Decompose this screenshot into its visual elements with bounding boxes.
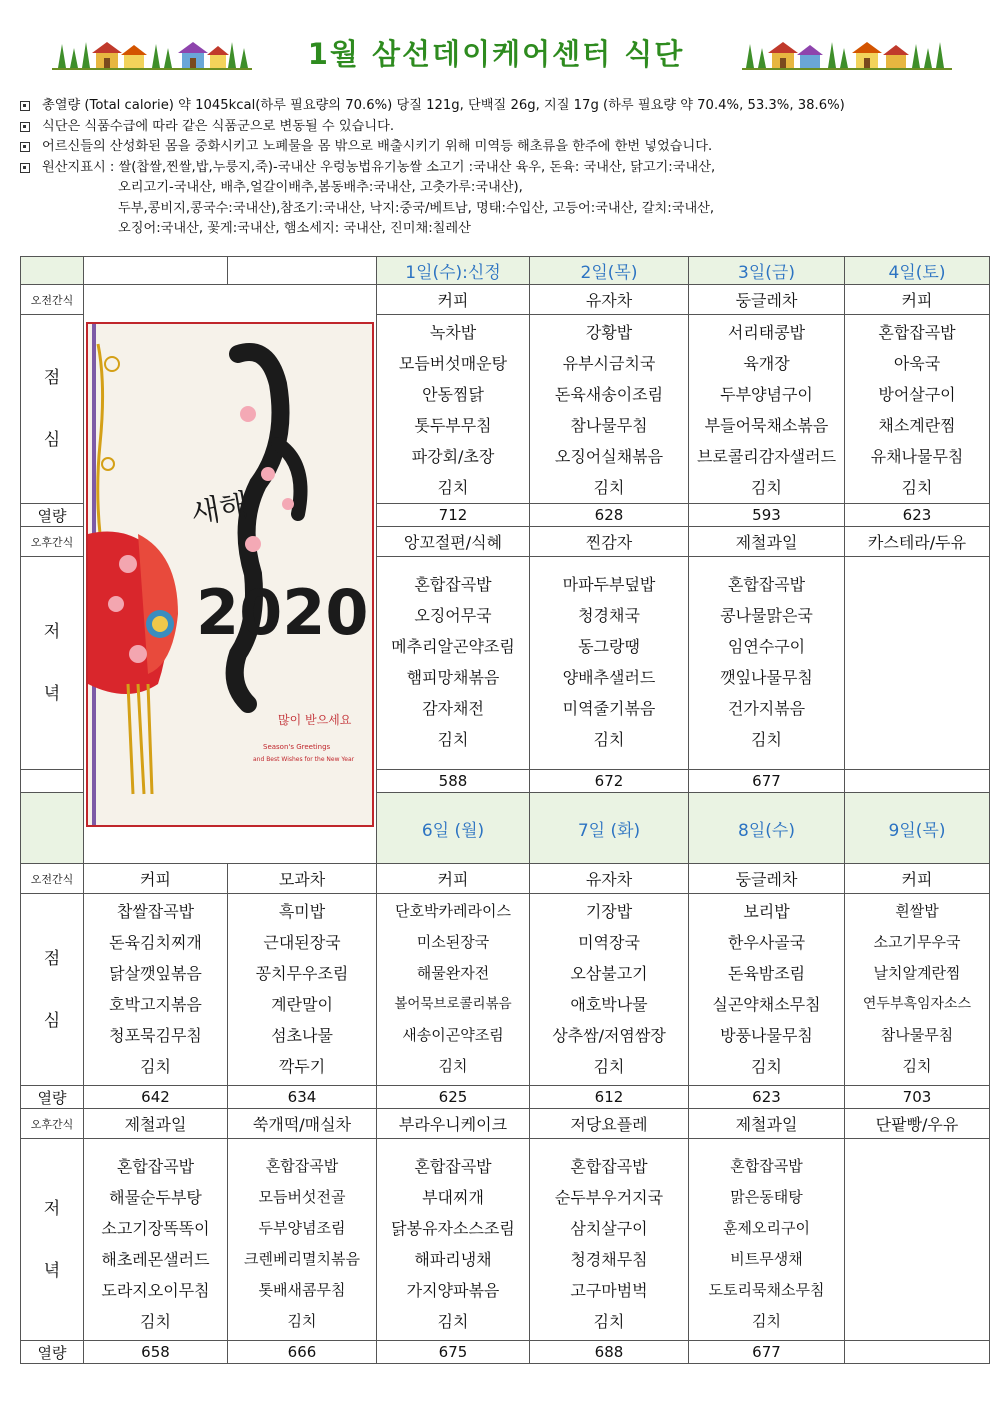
dish: 아욱국 (893, 354, 941, 373)
dish: 모듬버섯매운탕 (398, 354, 508, 373)
dish: 고구마범벅 (570, 1281, 648, 1300)
dinner-label-1: 저 (43, 1198, 61, 1219)
note-origin (20, 158, 970, 179)
dish: 채소계란찜 (878, 416, 956, 435)
am-snack-label: 오전간식 (21, 864, 84, 894)
dish: 찹쌀잡곡밥 (116, 902, 195, 921)
kcal-cell: 658 (84, 1341, 228, 1364)
dish: 해물순두부탕 (109, 1188, 202, 1207)
dinner-cell (530, 557, 689, 770)
dish: 깍두기 (278, 1057, 326, 1076)
dish: 마파두부덮밥 (562, 575, 656, 594)
header-blank (84, 257, 228, 285)
dish: 육개장 (743, 354, 790, 373)
dish: 혼합잡곡밥 (414, 575, 492, 594)
dish: 삼치살구이 (570, 1219, 648, 1238)
week1-am-snack-row (21, 285, 990, 315)
dish: 김치 (751, 730, 782, 749)
pm-snack-label: 오후간식 (21, 1109, 84, 1139)
day-header: 4일(토) (845, 257, 990, 285)
dinner-cell (84, 1139, 228, 1341)
dish: 도라지오이무침 (101, 1281, 210, 1300)
pm-snack-cell: 단팥빵/우유 (845, 1109, 990, 1139)
dish: 김치 (140, 1057, 171, 1076)
dish: 방어살구이 (878, 385, 956, 404)
lunch-cell (845, 315, 990, 504)
lunch-label-1: 점 (43, 948, 61, 969)
dish: 흑미밥 (278, 902, 326, 921)
dish: 닭살깻잎볶음 (109, 964, 202, 983)
square-bullet-icon (20, 142, 30, 152)
lunch-label-2: 심 (43, 1010, 61, 1031)
dish: 김치 (751, 1057, 782, 1076)
dish: 두부양념조림 (258, 1219, 346, 1237)
am-snack-cell: 유자차 (530, 864, 689, 894)
kcal-cell: 712 (377, 504, 530, 527)
dish: 안동찜닭 (422, 385, 484, 404)
note-text: 원산지표시 : 쌀(찹쌀,찐쌀,밥,누룽지,죽)-국내산 우렁농법유기농쌀 소고기 :국내산 육우, 돈육: 국내산, 닭고기:국내산, (42, 159, 716, 175)
pm-snack-cell: 제철과일 (689, 527, 845, 557)
week2-dinner-kcal-row (21, 1341, 990, 1364)
dish: 김치 (752, 1312, 781, 1330)
dish: 김치 (593, 478, 625, 497)
dish: 상추쌈/저염쌈장 (552, 1026, 666, 1045)
week2-pm-snack-row (21, 1109, 990, 1139)
dish: 오삼불고기 (570, 964, 648, 983)
dish: 볼어묵브로콜리볶음 (394, 996, 512, 1012)
note-origin-cont: 두부,콩비지,콩국수:국내산),참조기:국내산, 낙지:중국/베트남, 명태:수입산, 고등어:국내산, 갈치:국내산, (118, 200, 715, 216)
day-header: 8일(수) (689, 793, 845, 864)
page-title: 1월 삼선데이케어센터 식단 (307, 37, 685, 71)
dish: 김치 (593, 730, 625, 749)
dish: 참나물무침 (880, 1026, 954, 1044)
am-snack-cell: 커피 (377, 864, 530, 894)
square-bullet-icon (20, 163, 30, 173)
lunch-cell (530, 894, 689, 1086)
square-bullet-icon (20, 122, 30, 132)
card-english-1: Season's Greetings (263, 742, 331, 751)
dish: 한우사골국 (727, 933, 806, 952)
dish: 양배추샐러드 (562, 668, 656, 687)
note-origin-cont: 오리고기-국내산, 배추,얼갈이배추,봄동배추:국내산, 고춧가루:국내산), (118, 180, 523, 195)
dinner-cell-empty (845, 557, 990, 770)
dish: 김치 (437, 730, 469, 749)
dish: 김치 (902, 1057, 932, 1075)
am-snack-cell: 커피 (377, 285, 530, 315)
pm-snack-cell: 카스테라/두유 (845, 527, 990, 557)
dish: 도토리묵채소무침 (708, 1281, 825, 1299)
dish: 혼합잡곡밥 (414, 1157, 492, 1176)
day-header: 3일(금) (689, 257, 845, 285)
dish: 미역줄기볶음 (562, 699, 656, 718)
dish: 오징어실채볶음 (554, 447, 664, 466)
dish: 건가지볶음 (727, 699, 806, 718)
dinner-cell (530, 1139, 689, 1341)
dish: 돈육새송이조림 (554, 385, 664, 404)
dish: 혼합잡곡밥 (570, 1157, 648, 1176)
dish: 참나물무침 (570, 416, 648, 435)
dish: 두부양념구이 (720, 385, 813, 404)
day-header: 6일 (월) (377, 793, 530, 864)
pm-snack-cell: 부라우니케이크 (377, 1109, 530, 1139)
dish: 메추리알곤약조림 (391, 637, 515, 656)
dinner-label-1: 저 (43, 622, 61, 642)
note-text: 식단은 식품수급에 따라 같은 식품군으로 변동될 수 있습니다. (42, 118, 395, 134)
kcal-cell (845, 770, 990, 793)
kcal-cell: 688 (530, 1341, 689, 1364)
dish: 훈제오리구이 (723, 1219, 810, 1237)
dish: 강황밥 (585, 323, 633, 342)
lunch-label (21, 315, 84, 504)
card-year: 2020 (196, 575, 369, 649)
kcal-cell: 642 (84, 1086, 228, 1109)
week2-am-snack-row (21, 864, 990, 894)
kcal-label: 열량 (21, 1341, 84, 1364)
lunch-cell (530, 315, 689, 504)
dish: 유채나물무침 (870, 447, 964, 466)
dish: 감자채전 (422, 699, 484, 718)
dish: 가지양파볶음 (406, 1281, 500, 1300)
dish: 돈육밤조림 (727, 964, 806, 983)
card-english-2: and Best Wishes for the New Year (253, 755, 355, 763)
dish: 계란말이 (271, 995, 333, 1014)
dinner-cell (377, 1139, 530, 1341)
day-header: 7일 (화) (530, 793, 689, 864)
lunch-cell (845, 894, 990, 1086)
dish: 혼합잡곡밥 (878, 323, 956, 342)
note-calorie (20, 96, 970, 117)
dish: 혼합잡곡밥 (265, 1157, 339, 1175)
dish: 유부시금치국 (562, 354, 656, 373)
note-seaweed (20, 137, 970, 158)
dish: 새송이곤약조림 (402, 1026, 504, 1044)
header-blank (21, 793, 84, 864)
dish: 김치 (287, 1312, 317, 1330)
dish: 애호박나물 (570, 995, 648, 1014)
kcal-cell: 703 (845, 1086, 990, 1109)
dinner-cell (689, 1139, 845, 1341)
dish: 해초레몬샐러드 (101, 1250, 210, 1269)
dish: 서리태콩밥 (727, 323, 806, 342)
dish: 비트무생채 (730, 1250, 803, 1268)
note-text: 어르신들의 산성화된 몸을 중화시키고 노폐물을 몸 밖으로 배출시키기 위해 미역등 해초류을 한주에 한번 넣었습니다. (42, 139, 713, 154)
dish: 청포묵김무침 (109, 1026, 202, 1045)
kcal-cell: 675 (377, 1341, 530, 1364)
kcal-cell: 625 (377, 1086, 530, 1109)
dish: 콩나물맑은국 (720, 606, 813, 625)
new-year-card-image (84, 285, 377, 864)
card-sub-text: 많이 받으세요 (278, 712, 352, 727)
lunch-label (21, 894, 84, 1086)
card-greeting: 새해 (188, 486, 252, 532)
dish: 흰쌀밥 (895, 902, 939, 920)
dinner-label (21, 1139, 84, 1341)
day-header: 9일(목) (845, 793, 990, 864)
dish: 김치 (437, 478, 469, 497)
dish: 돈육김치찌개 (109, 933, 202, 952)
dish: 브로콜리감자샐러드 (696, 447, 837, 466)
dish: 호박고지볶음 (109, 995, 202, 1014)
kcal-cell: 593 (689, 504, 845, 527)
village-decoration-icon (742, 36, 952, 70)
square-bullet-icon (20, 101, 30, 111)
dinner-cell-empty (845, 1139, 990, 1341)
kcal-cell: 672 (530, 770, 689, 793)
dish: 기장밥 (585, 902, 633, 921)
header-blank (228, 257, 377, 285)
dinner-cell (689, 557, 845, 770)
dinner-label-2: 녁 (43, 684, 61, 704)
new-year-card (86, 322, 374, 827)
dish: 김치 (593, 1057, 625, 1076)
lunch-cell (689, 315, 845, 504)
week2-lunch-kcal-row (21, 1086, 990, 1109)
kcal-label-empty (21, 770, 84, 793)
dish: 청경채국 (578, 606, 640, 625)
dish: 단호박카레라이스 (395, 902, 511, 920)
dish: 모듬버섯전골 (258, 1188, 346, 1206)
note-substitution (20, 117, 970, 138)
dish: 미역장국 (578, 933, 640, 952)
lunch-cell (377, 894, 530, 1086)
kcal-cell: 677 (689, 770, 845, 793)
week2-lunch-row (21, 894, 990, 1086)
dish: 맑은동태탕 (730, 1188, 803, 1206)
lunch-cell (377, 315, 530, 504)
dish: 부대찌개 (422, 1188, 484, 1207)
dish: 김치 (751, 478, 782, 497)
kcal-cell: 623 (689, 1086, 845, 1109)
week1-day-header-row (21, 257, 990, 285)
dinner-cell (377, 557, 530, 770)
am-snack-cell: 커피 (845, 285, 990, 315)
dinner-label-2: 녁 (43, 1260, 61, 1281)
am-snack-label: 오전간식 (21, 285, 84, 315)
lunch-cell (228, 894, 377, 1086)
am-snack-cell: 유자차 (530, 285, 689, 315)
lunch-label-1: 점 (43, 368, 61, 388)
dish: 혼합잡곡밥 (727, 575, 806, 594)
dish: 김치 (140, 1312, 171, 1331)
dish: 파강회/초장 (411, 447, 495, 466)
kcal-cell: 634 (228, 1086, 377, 1109)
kcal-cell (845, 1341, 990, 1364)
dish: 근대된장국 (263, 933, 341, 952)
dish: 깻잎나물무침 (720, 668, 813, 687)
dish: 순두부우거지국 (554, 1188, 664, 1207)
note-text: 총열량 (Total calorie) 약 1045kcal(하루 필요량의 70.6%) 당질 121g, 단백질 26g, 지질 17g (하루 필요량 약 70.4%, 53.3%, 38.6%) (42, 98, 845, 113)
pm-snack-cell: 쑥개떡/매실차 (228, 1109, 377, 1139)
header-blank (21, 257, 84, 285)
dish: 톳두부무침 (414, 416, 492, 435)
dish: 꽁치무우조림 (255, 964, 349, 983)
dish: 해물완자전 (416, 964, 490, 982)
dish: 해파리냉채 (414, 1250, 492, 1269)
dish: 청경채무침 (570, 1250, 648, 1269)
am-snack-cell: 커피 (845, 864, 990, 894)
dish: 김치 (901, 478, 933, 497)
dish: 김치 (438, 1057, 468, 1075)
lunch-cell (689, 894, 845, 1086)
note-origin-cont: 오징어:국내산, 꽃게:국내산, 햄소세지: 국내산, 진미채:칠레산 (118, 221, 471, 236)
dish: 오징어무국 (414, 606, 492, 625)
dish: 김치 (593, 1312, 625, 1331)
am-snack-cell: 모과차 (228, 864, 377, 894)
pm-snack-label: 오후간식 (21, 527, 84, 557)
dish: 임연수구이 (727, 637, 806, 656)
title-row (40, 30, 952, 74)
dish: 소고기장똑똑이 (101, 1219, 210, 1238)
dish: 소고기무우국 (873, 933, 961, 951)
dish: 녹차밥 (429, 323, 477, 342)
day-header: 2일(목) (530, 257, 689, 285)
dish: 실곤약채소무침 (712, 995, 821, 1014)
kcal-cell: 666 (228, 1341, 377, 1364)
dish: 닭봉유자소스조림 (391, 1219, 515, 1238)
kcal-cell: 588 (377, 770, 530, 793)
dish: 동그랑땡 (578, 637, 640, 656)
kcal-cell: 623 (845, 504, 990, 527)
lunch-label-2: 심 (43, 430, 61, 450)
pm-snack-cell: 저당요플레 (530, 1109, 689, 1139)
dish: 연두부흑임자소스 (862, 996, 972, 1012)
am-snack-cell: 둥글레차 (689, 285, 845, 315)
am-snack-cell: 둥글레차 (689, 864, 845, 894)
dish: 섬초나물 (271, 1026, 333, 1045)
pm-snack-cell: 제철과일 (84, 1109, 228, 1139)
dish: 혼합잡곡밥 (116, 1157, 195, 1176)
pm-snack-cell: 찐감자 (530, 527, 689, 557)
pm-snack-cell: 앙꼬절편/식혜 (377, 527, 530, 557)
new-year-card-illustration (88, 324, 372, 825)
dish: 햄피망채볶음 (406, 668, 500, 687)
kcal-cell: 628 (530, 504, 689, 527)
kcal-cell: 677 (689, 1341, 845, 1364)
dish: 미소된장국 (416, 933, 490, 951)
lunch-cell (84, 894, 228, 1086)
week2-dinner-row (21, 1139, 990, 1341)
dish: 톳배새콤무침 (258, 1281, 346, 1299)
day-header: 1일(수):신정 (377, 257, 530, 285)
dish: 김치 (437, 1312, 469, 1331)
kcal-cell: 612 (530, 1086, 689, 1109)
notes (20, 96, 970, 240)
dish: 부들어묵채소볶음 (704, 416, 829, 435)
dinner-label (21, 557, 84, 770)
dinner-cell (228, 1139, 377, 1341)
menu-table (20, 256, 990, 1364)
pm-snack-cell: 제철과일 (689, 1109, 845, 1139)
kcal-label: 열량 (21, 1086, 84, 1109)
kcal-label: 열량 (21, 504, 84, 527)
dish: 혼합잡곡밥 (730, 1157, 803, 1175)
dish: 방풍나물무침 (720, 1026, 813, 1045)
dish: 날치알계란찜 (873, 964, 961, 982)
am-snack-cell: 커피 (84, 864, 228, 894)
dish: 보리밥 (743, 902, 790, 921)
dish: 크렌베리멸치볶음 (244, 1250, 360, 1268)
